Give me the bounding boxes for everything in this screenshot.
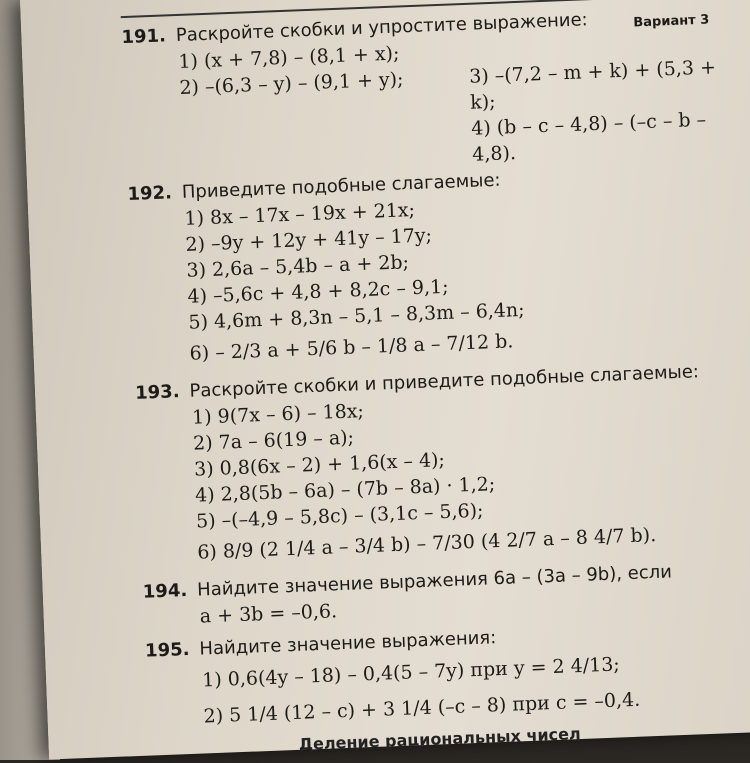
variant-label: Вариант 3 — [633, 12, 710, 31]
task-191-item-4: 4) (b – c – 4,8) – (–c – b – 4,8). — [470, 108, 707, 166]
task-193-item-6: 6) 8/9 (2 1/4 a – 3/4 b) – 7/30 (4 2/7 a – 8 4/7 b). — [196, 523, 657, 564]
task-192-item-5: 5) 4,6m + 8,3n – 5,1 – 8,3m – 6,4n; — [188, 298, 525, 334]
page-content — [121, 1, 748, 737]
task-191-item-1: 1) (x + 7,8) – (8,1 + x); — [178, 42, 400, 73]
task-title: Найдите значение выражения 6a – (3a – 9b), если — [196, 561, 673, 601]
task-192-item-1: 1) 8x – 17x – 19x + 21x; — [184, 199, 416, 230]
task-title: Раскройте скобки и приведите подобные слагаемые: — [189, 361, 700, 402]
task-193-item-3: 3) 0,8(6x – 2) + 1,6(x – 4); — [193, 449, 446, 481]
task-title: Приведите подобные слагаемые: — [181, 169, 501, 203]
task-193-item-5: 5) –(–4,9 – 5,8c) – (3,1c – 5,6); — [195, 499, 484, 533]
task-193-item-4: 4) 2,8(5b – 6a) – (7b – 8a) · 1,2; — [194, 473, 496, 507]
task-195-item-2: 2) 5 1/4 (12 – c) + 3 1/4 (–c – 8) при c = –0,4. — [203, 688, 641, 728]
task-192-item-4: 4) –5,6c + 4,8 + 8,2c – 9,1; — [187, 275, 449, 308]
next-section-title: Деление рациональных чисел — [298, 724, 581, 754]
task-191-item-2: 2) –(6,3 – y) – (9,1 + y); — [179, 68, 404, 99]
task-number: 191. — [121, 25, 167, 49]
task-194-continuation: a + 3b = –0,6. — [199, 600, 338, 628]
task-192-item-3: 3) 2,6a – 5,4b – a + 2b; — [186, 251, 410, 282]
task-number: 194. — [142, 580, 188, 603]
task-191-item-3: 3) –(7,2 – m + k) + (5,3 + k); — [468, 56, 717, 114]
task-number: 192. — [127, 182, 173, 206]
task-title: Раскройте скобки и упростите выражение: — [175, 9, 589, 47]
task-title: Найдите значение выражения: — [199, 627, 497, 660]
task-192-item-6: 6) – 2/3 a + 5/6 b – 1/8 a – 7/12 b. — [189, 330, 514, 365]
task-number: 193. — [134, 381, 180, 404]
task-192-item-2: 2) –9y + 12y + 41y – 17y; — [185, 224, 433, 256]
task-193-item-2: 2) 7a – 6(19 – a); — [192, 426, 355, 455]
task-193-item-1: 1) 9(7x – 6) – 18x; — [191, 400, 365, 429]
task-195-item-1: 1) 0,6(4y – 18) – 0,4(5 – 7y) при y = 2 4/13; — [201, 653, 621, 692]
task-number: 195. — [144, 638, 190, 662]
book-page — [20, 0, 750, 759]
